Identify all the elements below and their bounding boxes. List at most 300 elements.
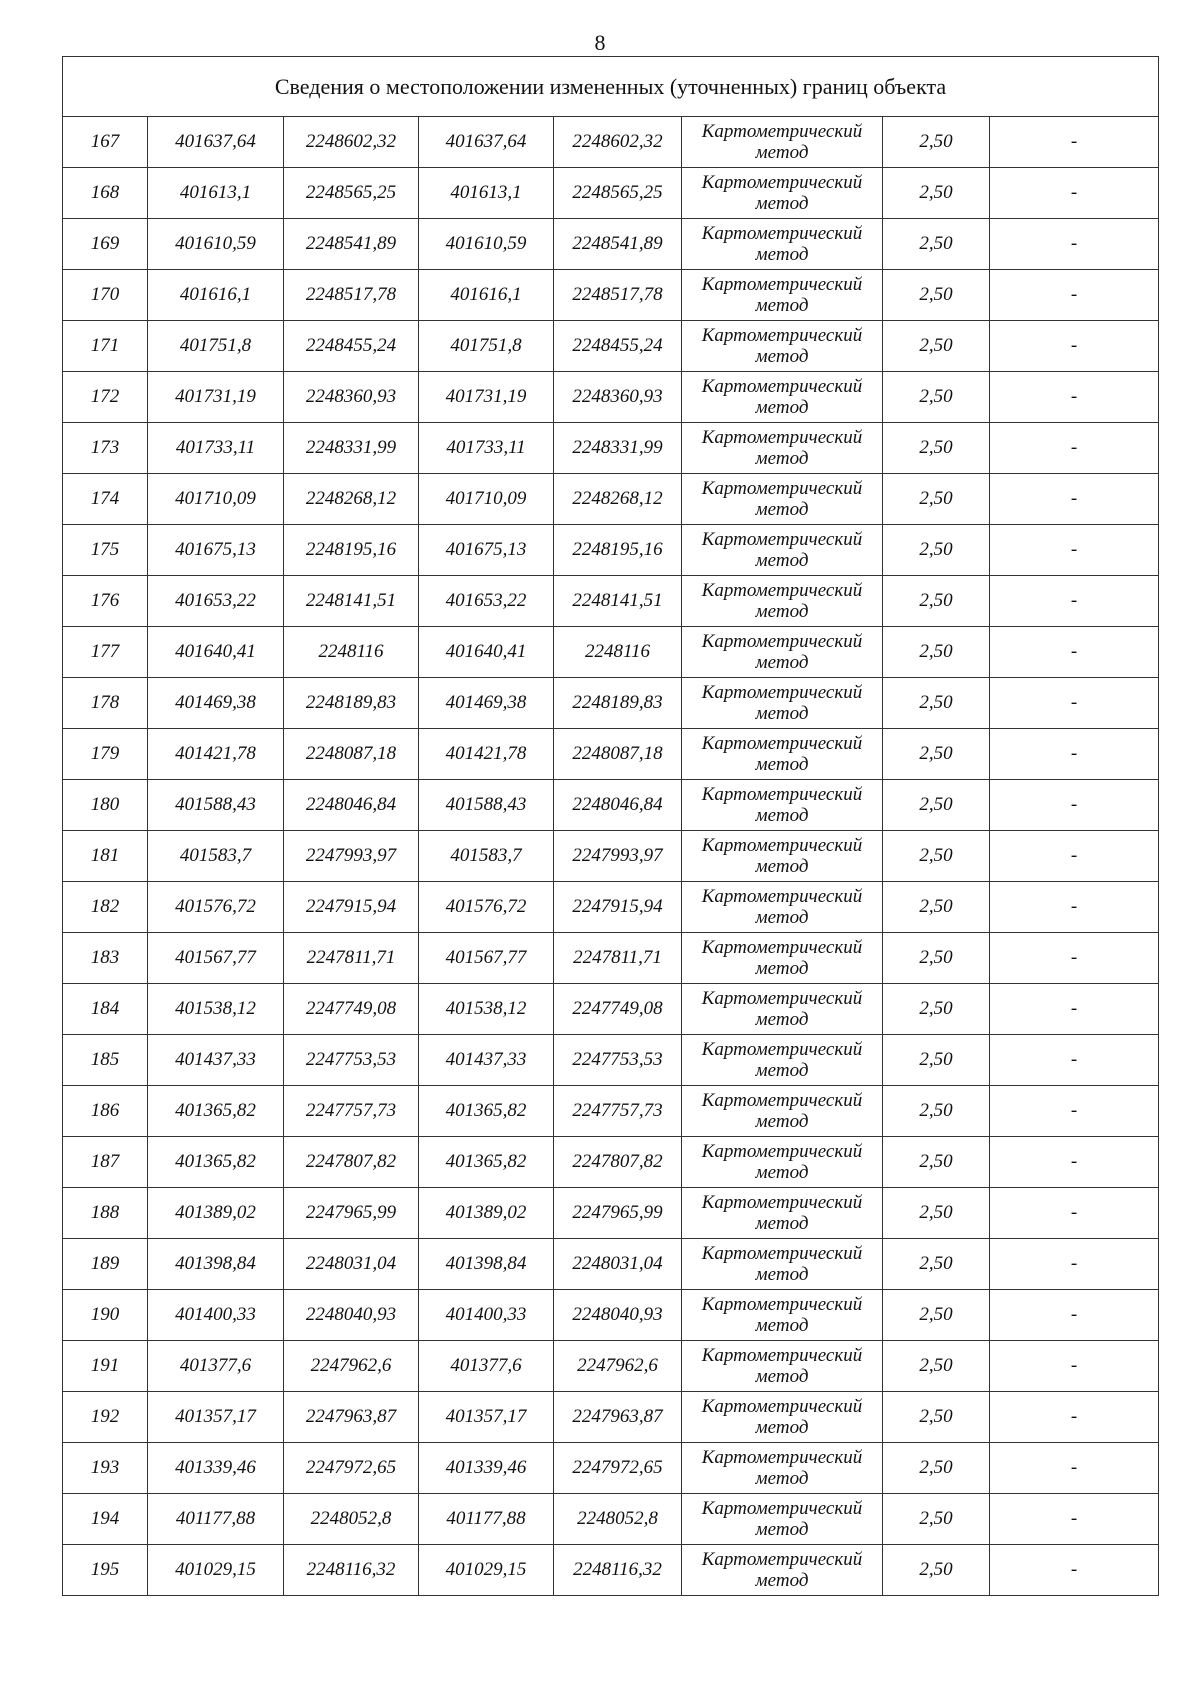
refined-x-cell: 401731,19	[419, 372, 554, 423]
refined-y-cell: 2248116	[554, 627, 682, 678]
method-cell	[682, 321, 883, 372]
method-cell	[682, 1239, 883, 1290]
accuracy-cell: 2,50	[883, 780, 990, 831]
accuracy-cell: 2,50	[883, 882, 990, 933]
method-label-line-2: метод	[755, 550, 809, 571]
point-number-cell: 193	[63, 1443, 148, 1494]
existing-x-cell: 401751,8	[148, 321, 284, 372]
method-label-line-1: Картометрический	[701, 682, 863, 703]
accuracy-cell: 2,50	[883, 117, 990, 168]
accuracy-cell: 2,50	[883, 372, 990, 423]
table-row	[63, 1035, 1159, 1086]
table-row	[63, 474, 1159, 525]
existing-x-cell: 401567,77	[148, 933, 284, 984]
note-cell: -	[990, 729, 1159, 780]
method-label-line-2: метод	[755, 1060, 809, 1081]
refined-y-cell: 2248087,18	[554, 729, 682, 780]
existing-x-cell: 401675,13	[148, 525, 284, 576]
existing-x-cell: 401637,64	[148, 117, 284, 168]
method-label-line-2: метод	[755, 397, 809, 418]
refined-y-cell: 2248455,24	[554, 321, 682, 372]
method-cell	[682, 474, 883, 525]
refined-y-cell: 2248331,99	[554, 423, 682, 474]
existing-x-cell: 401357,17	[148, 1392, 284, 1443]
existing-x-cell: 401339,46	[148, 1443, 284, 1494]
existing-y-cell: 2247962,6	[284, 1341, 419, 1392]
method-cell	[682, 117, 883, 168]
refined-y-cell: 2247993,97	[554, 831, 682, 882]
accuracy-cell: 2,50	[883, 1392, 990, 1443]
note-cell: -	[990, 831, 1159, 882]
refined-x-cell: 401576,72	[419, 882, 554, 933]
refined-y-cell: 2247915,94	[554, 882, 682, 933]
point-number-cell: 183	[63, 933, 148, 984]
accuracy-cell: 2,50	[883, 627, 990, 678]
method-label-line-1: Картометрический	[701, 376, 863, 397]
accuracy-cell: 2,50	[883, 1545, 990, 1596]
existing-y-cell: 2248046,84	[284, 780, 419, 831]
refined-y-cell: 2248602,32	[554, 117, 682, 168]
point-number-cell: 191	[63, 1341, 148, 1392]
method-cell	[682, 1137, 883, 1188]
accuracy-cell: 2,50	[883, 321, 990, 372]
note-cell: -	[990, 1494, 1159, 1545]
method-label-line-2: метод	[755, 1366, 809, 1387]
accuracy-cell: 2,50	[883, 423, 990, 474]
method-label-line-1: Картометрический	[701, 988, 863, 1009]
method-label-line-2: метод	[755, 1468, 809, 1489]
existing-x-cell: 401400,33	[148, 1290, 284, 1341]
existing-x-cell: 401710,09	[148, 474, 284, 525]
note-cell: -	[990, 882, 1159, 933]
refined-x-cell: 401710,09	[419, 474, 554, 525]
table-row	[63, 1290, 1159, 1341]
method-cell	[682, 984, 883, 1035]
refined-y-cell: 2248052,8	[554, 1494, 682, 1545]
table-row	[63, 1494, 1159, 1545]
table-row	[63, 831, 1159, 882]
table-row	[63, 678, 1159, 729]
existing-x-cell: 401616,1	[148, 270, 284, 321]
existing-x-cell: 401469,38	[148, 678, 284, 729]
note-cell: -	[990, 1545, 1159, 1596]
refined-y-cell: 2247972,65	[554, 1443, 682, 1494]
accuracy-cell: 2,50	[883, 168, 990, 219]
method-label-line-1: Картометрический	[701, 121, 863, 142]
refined-x-cell: 401398,84	[419, 1239, 554, 1290]
method-label-line-1: Картометрический	[701, 529, 863, 550]
method-label-line-2: метод	[755, 142, 809, 163]
note-cell: -	[990, 678, 1159, 729]
refined-y-cell: 2248268,12	[554, 474, 682, 525]
existing-x-cell: 401365,82	[148, 1086, 284, 1137]
point-number-cell: 189	[63, 1239, 148, 1290]
table-row	[63, 372, 1159, 423]
existing-y-cell: 2248360,93	[284, 372, 419, 423]
method-cell	[682, 627, 883, 678]
point-number-cell: 187	[63, 1137, 148, 1188]
existing-x-cell: 401610,59	[148, 219, 284, 270]
refined-y-cell: 2247749,08	[554, 984, 682, 1035]
refined-x-cell: 401616,1	[419, 270, 554, 321]
table-row	[63, 933, 1159, 984]
method-label-line-2: метод	[755, 652, 809, 673]
note-cell: -	[990, 627, 1159, 678]
table-row	[63, 780, 1159, 831]
method-cell	[682, 1188, 883, 1239]
refined-x-cell: 401357,17	[419, 1392, 554, 1443]
existing-y-cell: 2248087,18	[284, 729, 419, 780]
refined-y-cell: 2248116,32	[554, 1545, 682, 1596]
method-cell	[682, 780, 883, 831]
refined-x-cell: 401733,11	[419, 423, 554, 474]
accuracy-cell: 2,50	[883, 1035, 990, 1086]
point-number-cell: 171	[63, 321, 148, 372]
existing-x-cell: 401029,15	[148, 1545, 284, 1596]
method-cell	[682, 423, 883, 474]
note-cell: -	[990, 372, 1159, 423]
refined-y-cell: 2248046,84	[554, 780, 682, 831]
table-row	[63, 984, 1159, 1035]
point-number-cell: 184	[63, 984, 148, 1035]
accuracy-cell: 2,50	[883, 525, 990, 576]
existing-y-cell: 2247915,94	[284, 882, 419, 933]
existing-y-cell: 2248116	[284, 627, 419, 678]
method-cell	[682, 1392, 883, 1443]
point-number-cell: 188	[63, 1188, 148, 1239]
accuracy-cell: 2,50	[883, 1290, 990, 1341]
existing-x-cell: 401389,02	[148, 1188, 284, 1239]
method-cell	[682, 678, 883, 729]
accuracy-cell: 2,50	[883, 270, 990, 321]
existing-y-cell: 2248602,32	[284, 117, 419, 168]
table-body	[63, 117, 1159, 1596]
refined-y-cell: 2247811,71	[554, 933, 682, 984]
refined-y-cell: 2248517,78	[554, 270, 682, 321]
table-row	[63, 423, 1159, 474]
note-cell: -	[990, 525, 1159, 576]
point-number-cell: 174	[63, 474, 148, 525]
refined-x-cell: 401389,02	[419, 1188, 554, 1239]
note-cell: -	[990, 270, 1159, 321]
table-row	[63, 882, 1159, 933]
note-cell: -	[990, 1341, 1159, 1392]
method-cell	[682, 831, 883, 882]
point-number-cell: 173	[63, 423, 148, 474]
existing-y-cell: 2248517,78	[284, 270, 419, 321]
point-number-cell: 186	[63, 1086, 148, 1137]
refined-x-cell: 401610,59	[419, 219, 554, 270]
accuracy-cell: 2,50	[883, 1239, 990, 1290]
existing-y-cell: 2247753,53	[284, 1035, 419, 1086]
table-row	[63, 729, 1159, 780]
method-label-line-1: Картометрический	[701, 937, 863, 958]
existing-x-cell: 401588,43	[148, 780, 284, 831]
method-label-line-1: Картометрический	[701, 1447, 863, 1468]
note-cell: -	[990, 933, 1159, 984]
existing-y-cell: 2248565,25	[284, 168, 419, 219]
method-label-line-2: метод	[755, 754, 809, 775]
method-label-line-1: Картометрический	[701, 835, 863, 856]
method-cell	[682, 729, 883, 780]
method-label-line-1: Картометрический	[701, 1141, 863, 1162]
method-cell	[682, 1443, 883, 1494]
existing-x-cell: 401640,41	[148, 627, 284, 678]
point-number-cell: 180	[63, 780, 148, 831]
point-number-cell: 179	[63, 729, 148, 780]
existing-y-cell: 2248455,24	[284, 321, 419, 372]
method-cell	[682, 1341, 883, 1392]
existing-y-cell: 2248268,12	[284, 474, 419, 525]
table-row	[63, 627, 1159, 678]
refined-x-cell: 401421,78	[419, 729, 554, 780]
point-number-cell: 176	[63, 576, 148, 627]
method-label-line-1: Картометрический	[701, 223, 863, 244]
refined-x-cell: 401583,7	[419, 831, 554, 882]
point-number-cell: 168	[63, 168, 148, 219]
note-cell: -	[990, 576, 1159, 627]
existing-y-cell: 2248195,16	[284, 525, 419, 576]
existing-x-cell: 401377,6	[148, 1341, 284, 1392]
note-cell: -	[990, 1137, 1159, 1188]
existing-y-cell: 2248189,83	[284, 678, 419, 729]
method-label-line-1: Картометрический	[701, 1549, 863, 1570]
note-cell: -	[990, 1290, 1159, 1341]
existing-x-cell: 401437,33	[148, 1035, 284, 1086]
method-label-line-1: Картометрический	[701, 1345, 863, 1366]
accuracy-cell: 2,50	[883, 933, 990, 984]
refined-y-cell: 2248541,89	[554, 219, 682, 270]
table-row	[63, 1188, 1159, 1239]
method-label-line-1: Картометрический	[701, 733, 863, 754]
refined-y-cell: 2248195,16	[554, 525, 682, 576]
boundary-table-wrapper	[62, 56, 1158, 1596]
method-label-line-1: Картометрический	[701, 325, 863, 346]
point-number-cell: 178	[63, 678, 148, 729]
existing-y-cell: 2247749,08	[284, 984, 419, 1035]
existing-y-cell: 2248141,51	[284, 576, 419, 627]
note-cell: -	[990, 1188, 1159, 1239]
refined-x-cell: 401365,82	[419, 1086, 554, 1137]
refined-x-cell: 401675,13	[419, 525, 554, 576]
existing-x-cell: 401576,72	[148, 882, 284, 933]
page-number: 8	[594, 30, 606, 55]
refined-x-cell: 401640,41	[419, 627, 554, 678]
method-label-line-2: метод	[755, 856, 809, 877]
method-label-line-2: метод	[755, 499, 809, 520]
refined-y-cell: 2248360,93	[554, 372, 682, 423]
refined-y-cell: 2247807,82	[554, 1137, 682, 1188]
point-number-cell: 181	[63, 831, 148, 882]
method-cell	[682, 372, 883, 423]
method-label-line-2: метод	[755, 295, 809, 316]
existing-y-cell: 2248052,8	[284, 1494, 419, 1545]
existing-y-cell: 2248331,99	[284, 423, 419, 474]
note-cell: -	[990, 1239, 1159, 1290]
accuracy-cell: 2,50	[883, 576, 990, 627]
refined-x-cell: 401469,38	[419, 678, 554, 729]
refined-y-cell: 2247962,6	[554, 1341, 682, 1392]
accuracy-cell: 2,50	[883, 729, 990, 780]
note-cell: -	[990, 474, 1159, 525]
table-row	[63, 1086, 1159, 1137]
method-label-line-1: Картометрический	[701, 1294, 863, 1315]
refined-x-cell: 401751,8	[419, 321, 554, 372]
point-number-cell: 175	[63, 525, 148, 576]
refined-y-cell: 2247753,53	[554, 1035, 682, 1086]
existing-x-cell: 401538,12	[148, 984, 284, 1035]
method-cell	[682, 576, 883, 627]
refined-y-cell: 2248565,25	[554, 168, 682, 219]
point-number-cell: 177	[63, 627, 148, 678]
method-cell	[682, 270, 883, 321]
note-cell: -	[990, 321, 1159, 372]
refined-y-cell: 2248141,51	[554, 576, 682, 627]
method-label-line-1: Картометрический	[701, 478, 863, 499]
method-label-line-1: Картометрический	[701, 631, 863, 652]
refined-x-cell: 401177,88	[419, 1494, 554, 1545]
existing-x-cell: 401421,78	[148, 729, 284, 780]
existing-y-cell: 2247972,65	[284, 1443, 419, 1494]
refined-x-cell: 401538,12	[419, 984, 554, 1035]
method-cell	[682, 1545, 883, 1596]
refined-x-cell: 401377,6	[419, 1341, 554, 1392]
accuracy-cell: 2,50	[883, 219, 990, 270]
refined-x-cell: 401437,33	[419, 1035, 554, 1086]
method-label-line-1: Картометрический	[701, 1039, 863, 1060]
table-row	[63, 1137, 1159, 1188]
existing-x-cell: 401583,7	[148, 831, 284, 882]
existing-y-cell: 2248116,32	[284, 1545, 419, 1596]
method-cell	[682, 882, 883, 933]
accuracy-cell: 2,50	[883, 1188, 990, 1239]
accuracy-cell: 2,50	[883, 984, 990, 1035]
method-label-line-2: метод	[755, 958, 809, 979]
existing-y-cell: 2247811,71	[284, 933, 419, 984]
table-row	[63, 270, 1159, 321]
point-number-cell: 172	[63, 372, 148, 423]
method-label-line-2: метод	[755, 1519, 809, 1540]
method-label-line-1: Картометрический	[701, 886, 863, 907]
refined-x-cell: 401653,22	[419, 576, 554, 627]
method-label-line-2: метод	[755, 907, 809, 928]
table-row	[63, 525, 1159, 576]
method-label-line-2: метод	[755, 1264, 809, 1285]
method-label-line-1: Картометрический	[701, 274, 863, 295]
point-number-cell: 195	[63, 1545, 148, 1596]
existing-x-cell: 401653,22	[148, 576, 284, 627]
method-label-line-2: метод	[755, 448, 809, 469]
method-label-line-2: метод	[755, 1009, 809, 1030]
table-row	[63, 117, 1159, 168]
refined-y-cell: 2248189,83	[554, 678, 682, 729]
existing-x-cell: 401365,82	[148, 1137, 284, 1188]
point-number-cell: 185	[63, 1035, 148, 1086]
method-label-line-1: Картометрический	[701, 1498, 863, 1519]
note-cell: -	[990, 1392, 1159, 1443]
refined-y-cell: 2247965,99	[554, 1188, 682, 1239]
refined-x-cell: 401588,43	[419, 780, 554, 831]
table-row	[63, 576, 1159, 627]
refined-y-cell: 2248031,04	[554, 1239, 682, 1290]
boundary-coordinates-table	[62, 56, 1159, 1596]
note-cell: -	[990, 168, 1159, 219]
table-row	[63, 1545, 1159, 1596]
table-row	[63, 1392, 1159, 1443]
refined-y-cell: 2247963,87	[554, 1392, 682, 1443]
method-label-line-1: Картометрический	[701, 580, 863, 601]
method-label-line-1: Картометрический	[701, 1090, 863, 1111]
method-label-line-2: метод	[755, 601, 809, 622]
accuracy-cell: 2,50	[883, 1494, 990, 1545]
method-label-line-1: Картометрический	[701, 1243, 863, 1264]
method-label-line-2: метод	[755, 1213, 809, 1234]
method-cell	[682, 1494, 883, 1545]
existing-y-cell: 2248040,93	[284, 1290, 419, 1341]
point-number-cell: 167	[63, 117, 148, 168]
method-cell	[682, 525, 883, 576]
note-cell: -	[990, 1443, 1159, 1494]
existing-x-cell: 401398,84	[148, 1239, 284, 1290]
existing-x-cell: 401177,88	[148, 1494, 284, 1545]
method-label-line-2: метод	[755, 1111, 809, 1132]
existing-y-cell: 2248031,04	[284, 1239, 419, 1290]
method-label-line-2: метод	[755, 703, 809, 724]
method-label-line-2: метод	[755, 346, 809, 367]
existing-x-cell: 401731,19	[148, 372, 284, 423]
refined-y-cell: 2247757,73	[554, 1086, 682, 1137]
existing-y-cell: 2247965,99	[284, 1188, 419, 1239]
note-cell: -	[990, 117, 1159, 168]
existing-y-cell: 2247807,82	[284, 1137, 419, 1188]
accuracy-cell: 2,50	[883, 1086, 990, 1137]
method-cell	[682, 219, 883, 270]
existing-y-cell: 2247757,73	[284, 1086, 419, 1137]
table-row	[63, 168, 1159, 219]
method-cell	[682, 168, 883, 219]
method-label-line-2: метод	[755, 193, 809, 214]
refined-x-cell: 401637,64	[419, 117, 554, 168]
refined-x-cell: 401613,1	[419, 168, 554, 219]
refined-x-cell: 401339,46	[419, 1443, 554, 1494]
existing-x-cell: 401733,11	[148, 423, 284, 474]
method-cell	[682, 1035, 883, 1086]
refined-x-cell: 401029,15	[419, 1545, 554, 1596]
point-number-cell: 182	[63, 882, 148, 933]
refined-x-cell: 401567,77	[419, 933, 554, 984]
note-cell: -	[990, 423, 1159, 474]
point-number-cell: 170	[63, 270, 148, 321]
method-label-line-1: Картометрический	[701, 1192, 863, 1213]
refined-y-cell: 2248040,93	[554, 1290, 682, 1341]
note-cell: -	[990, 984, 1159, 1035]
method-cell	[682, 1086, 883, 1137]
existing-y-cell: 2247993,97	[284, 831, 419, 882]
existing-y-cell: 2248541,89	[284, 219, 419, 270]
accuracy-cell: 2,50	[883, 1443, 990, 1494]
note-cell: -	[990, 1035, 1159, 1086]
table-row	[63, 321, 1159, 372]
accuracy-cell: 2,50	[883, 1341, 990, 1392]
method-label-line-2: метод	[755, 805, 809, 826]
point-number-cell: 190	[63, 1290, 148, 1341]
accuracy-cell: 2,50	[883, 474, 990, 525]
note-cell: -	[990, 780, 1159, 831]
method-label-line-2: метод	[755, 1417, 809, 1438]
method-label-line-1: Картометрический	[701, 1396, 863, 1417]
accuracy-cell: 2,50	[883, 831, 990, 882]
table-row	[63, 1239, 1159, 1290]
